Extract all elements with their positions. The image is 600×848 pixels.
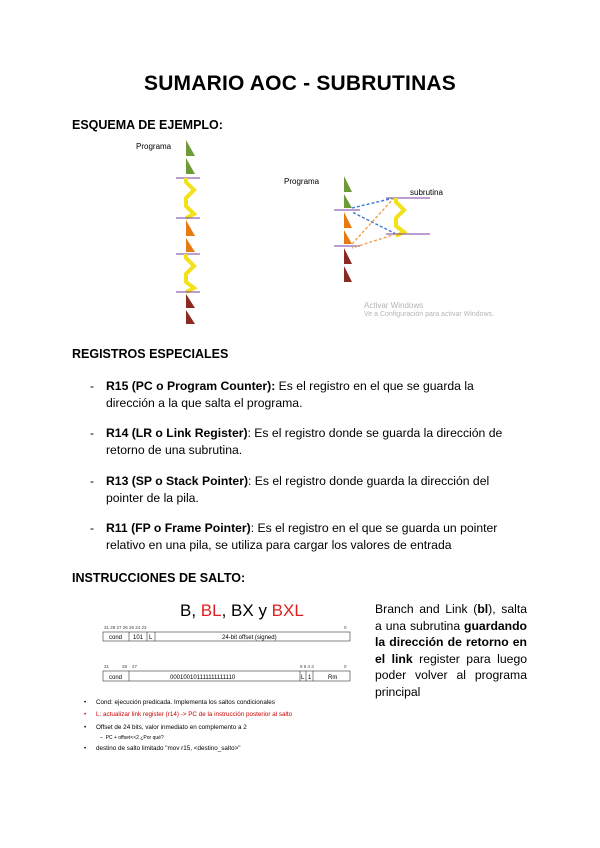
slide-title	[180, 601, 304, 621]
program-flow-right	[334, 176, 360, 282]
format1-opcode: 101	[133, 635, 144, 641]
label-program-right: Programa	[284, 177, 320, 186]
format1-bit0: 0	[344, 625, 347, 630]
note-bl: bl	[477, 602, 489, 616]
registers-heading: REGISTROS ESPECIALES	[72, 347, 229, 361]
label-program-left: Programa	[136, 142, 172, 151]
slide-title-bxl: BXL	[271, 601, 304, 620]
format2-one: 1	[308, 675, 312, 681]
format2-bits-right: 6 5 4 3	[300, 664, 314, 669]
slide-title-b: B,	[180, 601, 201, 620]
format2-opcode: 000100101111111111110	[170, 675, 236, 681]
note-mid: ), salta a una subrutina	[375, 602, 527, 633]
register-description: : Es el registro donde guarda la dirección del pointer de la pila.	[106, 474, 490, 505]
page-title: SUMARIO AOC - SUBRUTINAS	[143, 72, 457, 95]
subroutine-flow	[386, 198, 430, 236]
note-bold: guardando la dirección de retorno en el link	[375, 618, 527, 666]
format2-bit31: 31	[104, 664, 110, 669]
branch-link-note	[375, 601, 527, 701]
register-description: : Es el registro donde se guarda la dirección de retorno de una subrutina.	[106, 426, 503, 457]
program-flow-left	[176, 140, 200, 324]
slide-title-bl: BL	[200, 601, 222, 620]
format2-bit27: 27	[132, 664, 138, 669]
list-item: • Offset de 24 bits, valor inmediato en complemento a 2	[84, 723, 247, 731]
bullet-text: Offset de 24 bits, valor inmediato en complemento a 2	[96, 723, 247, 731]
format1-l: L	[149, 635, 153, 641]
format1-cond: cond	[109, 635, 123, 641]
watermark-line2: Ve a Configuración para activar Windows.	[364, 311, 494, 318]
format1-bit-positions: 31 28 27 26 25 24 23	[104, 625, 147, 630]
note-pre: Branch and Link (	[375, 602, 478, 616]
instruction-formats	[100, 624, 356, 686]
bullet-text: L: actualizar link register (r14) -> PC de la instrucción posterior al salto	[96, 711, 293, 719]
format2-l: L	[301, 675, 305, 681]
list-bullet: -	[90, 521, 95, 535]
watermark-line1: Activar Windows	[364, 301, 424, 310]
label-subroutine: subrutina	[410, 188, 443, 197]
list-item: • L: actualizar link register (r14) -> PC de la instrucción posterior al salto	[84, 711, 293, 719]
format2-rm: Rm	[328, 675, 338, 681]
list-item: – PC + offset<<2 ¿Por qué?	[100, 734, 164, 741]
format1-offset: 24-bit offset (signed)	[222, 635, 277, 641]
format2-cond: cond	[109, 675, 123, 681]
jumps-heading: INSTRUCCIONES DE SALTO:	[72, 571, 246, 585]
register-term: R11 (FP o Frame Pointer)	[106, 521, 251, 535]
call-return-arrows	[352, 198, 396, 248]
schema-heading: ESQUEMA DE EJEMPLO:	[72, 118, 223, 132]
slide-bullets	[84, 697, 292, 755]
list-item: • Cond: ejecución predicada. Implementa los saltos condicionales	[84, 699, 275, 706]
format1-table	[103, 632, 350, 641]
slide-title-bx: , BX y	[221, 601, 272, 620]
register-term: R13 (SP o Stack Pointer)	[106, 474, 249, 488]
format2-bit28: 28	[122, 664, 128, 669]
note-post: register para luego poder volver al programa principal	[375, 651, 527, 699]
bullet-text: Cond: ejecución predicada. Implementa los saltos condicionales	[96, 699, 275, 706]
activation-watermark	[364, 301, 494, 319]
register-description: : Es el registro en el que se guarda un pointer relativo en una pila, se utiliza para cargar los valores de entrada	[106, 521, 498, 552]
register-description: Es el registro en el que se guarda la dirección a la que salta el programa.	[106, 379, 474, 410]
bullet-text: destino de salto limitado "mov r15, <destino_salto>"	[96, 744, 241, 752]
sub-bullet-text: PC + offset<<2 ¿Por qué?	[105, 734, 164, 741]
list-bullet: -	[90, 379, 95, 393]
format2-table	[103, 671, 350, 681]
register-term: R14 (LR o Link Register)	[106, 426, 248, 440]
list-item: • destino de salto limitado "mov r15, <destino_salto>"	[84, 744, 241, 752]
list-bullet: -	[90, 474, 95, 488]
format2-bit0: 0	[344, 664, 347, 669]
register-term: R15 (PC o Program Counter):	[106, 379, 276, 393]
list-bullet: -	[90, 426, 95, 440]
